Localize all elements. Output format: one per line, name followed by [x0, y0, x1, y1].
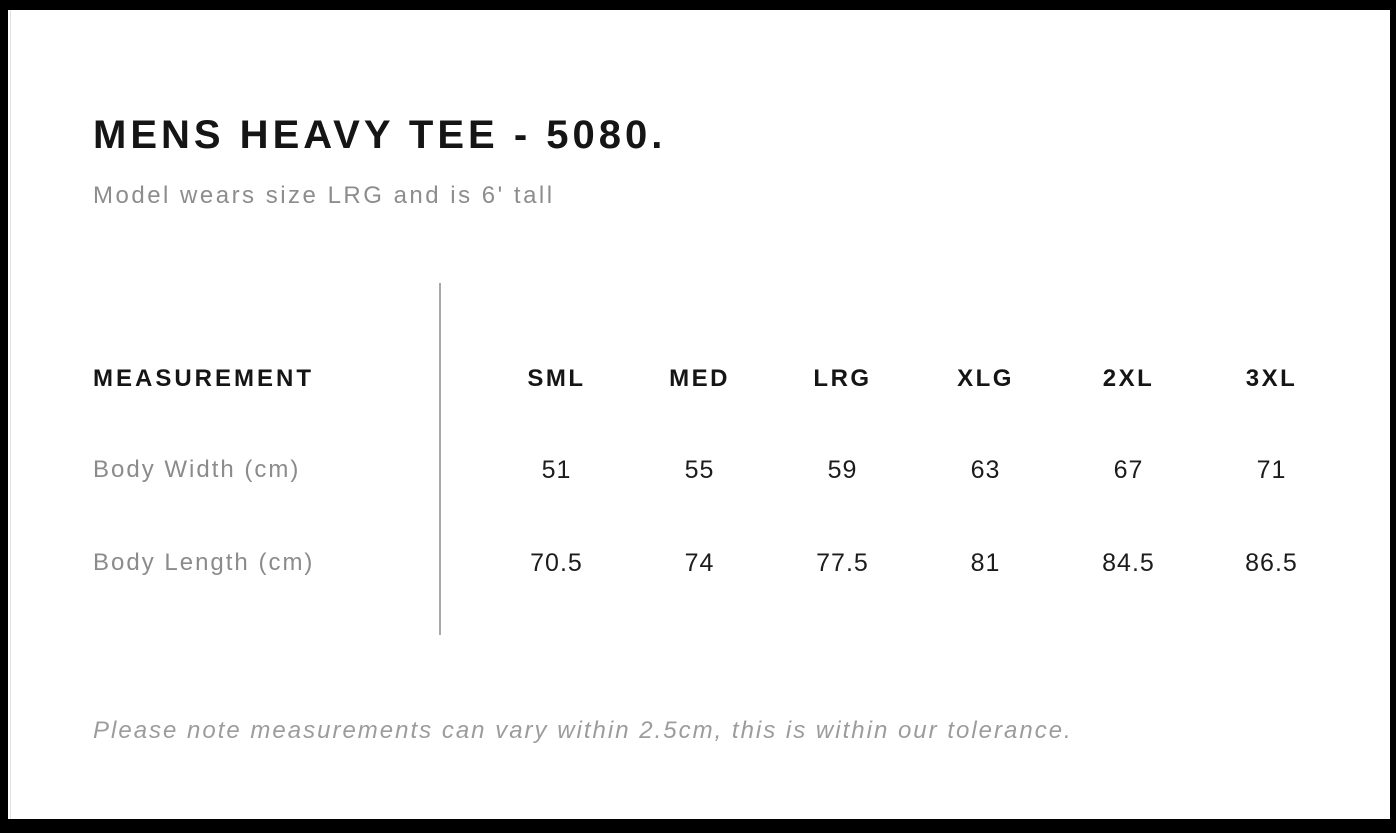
- body-width-sml-value: 51: [541, 455, 572, 484]
- body-width-lrg-value: 59: [827, 455, 858, 484]
- column-header-xlg: XLG: [957, 365, 1014, 392]
- column-header-2xl: 2XL: [1102, 365, 1155, 392]
- table-header-row: [93, 357, 1343, 401]
- body-length-lrg-value: 77.5: [816, 548, 869, 577]
- column-header-sml: SML: [527, 365, 586, 392]
- body-width-xlg-value: 63: [970, 455, 1001, 484]
- row-label-body-length: Body Length (cm): [93, 549, 315, 576]
- tolerance-note: Please note measurements can vary within 2.5cm, this is within our tolerance.: [93, 717, 1073, 744]
- body-length-med-value: 74: [684, 548, 715, 577]
- column-header-measurement: MEASUREMENT: [93, 365, 315, 392]
- body-length-xlg-value: 81: [970, 548, 1001, 577]
- column-header-3xl: 3XL: [1245, 365, 1298, 392]
- model-size-subtitle: Model wears size LRG and is 6' tall: [93, 182, 555, 209]
- column-header-lrg: LRG: [813, 365, 872, 392]
- table-row-body-width: [93, 448, 1343, 492]
- body-width-3xl-value: 71: [1256, 455, 1287, 484]
- body-length-2xl-value: 84.5: [1102, 548, 1155, 577]
- column-header-med: MED: [669, 365, 730, 392]
- body-length-3xl-value: 86.5: [1245, 548, 1298, 577]
- size-chart-table: [93, 357, 1343, 585]
- row-label-body-width: Body Width (cm): [93, 456, 301, 483]
- body-width-2xl-value: 67: [1113, 455, 1144, 484]
- body-length-sml-value: 70.5: [530, 548, 583, 577]
- page-title: MENS HEAVY TEE - 5080.: [93, 113, 667, 157]
- table-row-body-length: [93, 541, 1343, 585]
- body-width-med-value: 55: [684, 455, 715, 484]
